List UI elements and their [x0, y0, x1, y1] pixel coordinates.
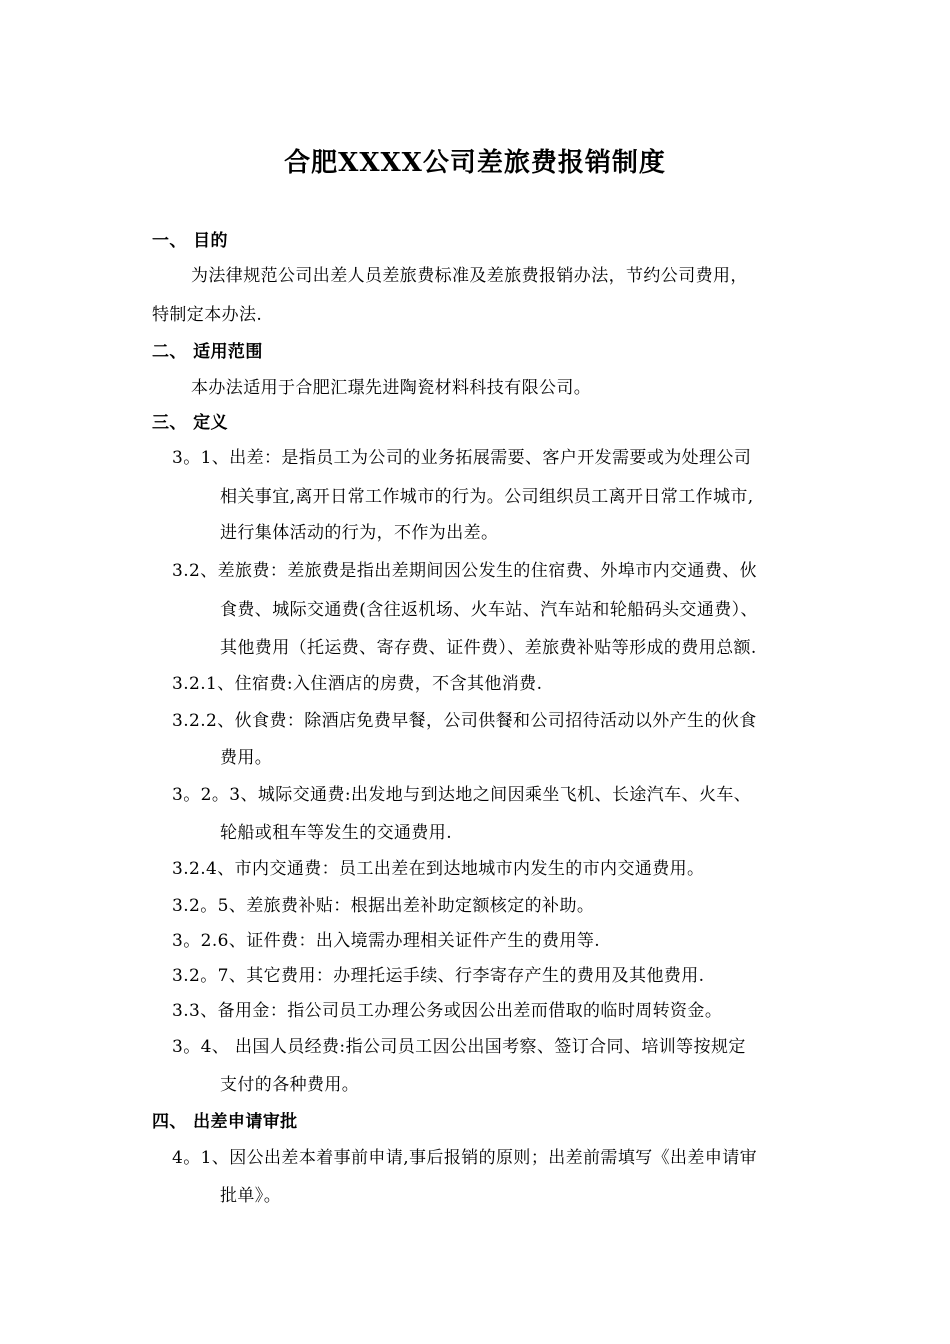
definition-line: 3.2、差旅费：差旅费是指出差期间因公发生的住宿费、外埠市内交通费、伙	[172, 561, 758, 581]
definition-line: 3.2。7、其它费用：办理托运手续、行李寄存产生的费用及其他费用.	[172, 966, 705, 986]
definition-line: 轮船或租车等发生的交通费用.	[220, 823, 453, 843]
paragraph-line: 4。1、因公出差本着事前申请,事后报销的原则；出差前需填写《出差申请审	[172, 1148, 758, 1168]
definition-line: 3.2.4、市内交通费：员工出差在到达地城市内发生的市内交通费用。	[172, 859, 705, 879]
definition-line: 3。2.6、证件费：出入境需办理相关证件产生的费用等.	[172, 931, 601, 951]
definition-line: 支付的各种费用。	[220, 1075, 360, 1095]
definition-line: 食费、城际交通费(含往返机场、火车站、汽车站和轮船码头交通费）、	[220, 600, 758, 620]
definition-line: 进行集体活动的行为，不作为出差。	[220, 523, 499, 543]
paragraph-line: 批单》。	[220, 1186, 282, 1206]
definition-line: 3.3、备用金：指公司员工办理公务或因公出差而借取的临时周转资金。	[172, 1001, 723, 1021]
section-heading-definitions: 三、 定义	[152, 413, 228, 433]
document-title: 合肥XXXX公司差旅费报销制度	[284, 148, 666, 178]
section-heading-purpose: 一、 目的	[152, 231, 228, 251]
definition-line: 3.2.2、伙食费：除酒店免费早餐，公司供餐和公司招待活动以外产生的伙食	[172, 711, 757, 731]
paragraph-line: 为法律规范公司出差人员差旅费标准及差旅费报销办法，节约公司费用，	[191, 266, 748, 286]
definition-line: 3。1、出差：是指员工为公司的业务拓展需要、客户开发需要或为处理公司	[172, 448, 752, 468]
definition-line: 相关事宜,离开日常工作城市的行为。公司组织员工离开日常工作城市,	[220, 487, 754, 507]
definition-line: 费用。	[220, 748, 273, 768]
definition-line: 3.2。5、差旅费补贴：根据出差补助定额核定的补助。	[172, 896, 595, 916]
definition-line: 3.2.1、住宿费:入住酒店的房费，不含其他消费.	[172, 674, 543, 694]
paragraph-line: 特制定本办法.	[152, 305, 263, 325]
section-heading-scope: 二、 适用范围	[152, 342, 263, 362]
definition-line: 3。2。3、城际交通费:出发地与到达地之间因乘坐飞机、长途汽车、火车、	[172, 785, 752, 805]
section-heading-approval: 四、 出差申请审批	[152, 1112, 298, 1132]
definition-line: 其他费用（托运费、寄存费、证件费）、差旅费补贴等形成的费用总额.	[220, 638, 757, 658]
paragraph-line: 本办法适用于合肥汇璟先进陶瓷材料科技有限公司。	[191, 378, 592, 398]
definition-line: 3。4、 出国人员经费:指公司员工因公出国考察、签订合同、培训等按规定	[172, 1037, 746, 1057]
